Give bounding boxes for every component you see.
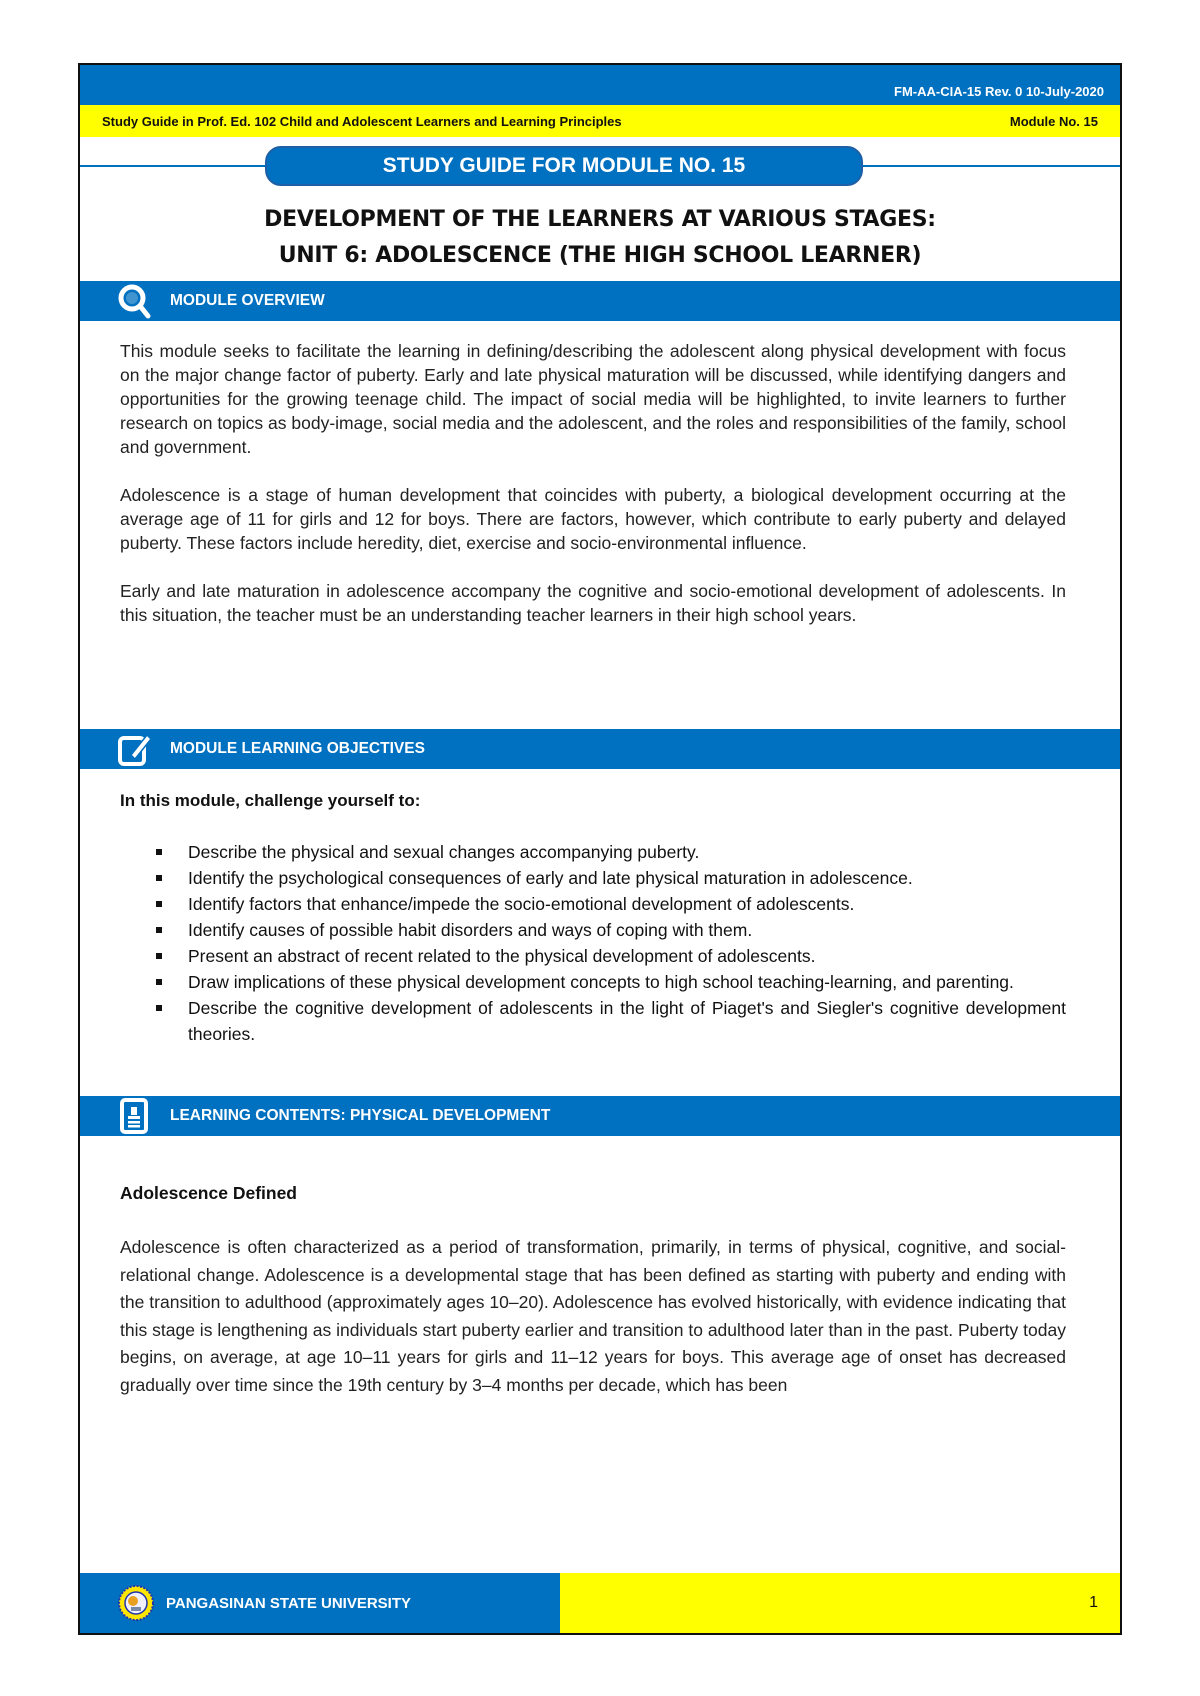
page-number: 1 [1089,1594,1098,1611]
list-item: Identify causes of possible habit disorders and ways of coping with them. [120,917,1066,943]
section-title-objectives: MODULE LEARNING OBJECTIVES [170,740,425,757]
list-item: Describe the cognitive development of adolescents in the light of Piaget's and Siegler's cognitive development theories. [120,995,1066,1047]
overview-paragraph-1: This module seeks to facilitate the learning in defining/describing the adolescent along physical development with focus on the major change factor of puberty. Early and late physical maturation will be discussed, while identifying dangers and opportunities for the growing teenage child. The impact of social media will be highlighted, to invite learners to further research on topics as body-image, social media and the adolescent, and the roles and responsibilities of the family, school and government. [120,341,1066,457]
list-item: Describe the physical and sexual changes accompanying puberty. [120,839,1066,865]
document-icon [116,1098,152,1134]
section-title-contents: LEARNING CONTENTS: PHYSICAL DEVELOPMENT [170,1107,551,1124]
page-footer [80,1573,1120,1633]
objectives-intro: In this module, challenge yourself to: [120,791,421,810]
document-page [78,63,1122,1635]
section-header-objectives [80,729,1120,769]
section-header-overview [80,281,1120,321]
list-item: Identify the psychological consequences of early and late physical maturation in adolescence. [120,865,1066,891]
contents-paragraph: Adolescence is often characterized as a period of transformation, primarily, in terms of physical, cognitive, and social-relational change. Adolescence is a developmental stage that has been defined as starting with puberty and ending with the transition to adulthood (approximately ages 10–20). Adolescence has evolved historically, with evidence indicating that this stage is lengthening as individuals start puberty earlier and transition to adulthood later than in the past. Puberty today begins, on average, at age 10–11 years for girls and 11–12 years for boys. This average age of onset has decreased gradually over time since the 19th century by 3–4 months per decade, which has been [120,1237,1066,1395]
header-blue-band [80,65,1120,105]
list-item: Present an abstract of recent related to the physical development of adolescents. [120,943,1066,969]
overview-body [120,339,1066,651]
list-item: Identify factors that enhance/impede the socio-emotional development of adolescents. [120,891,1066,917]
study-guide-banner [265,146,863,186]
study-guide-title: STUDY GUIDE FOR MODULE NO. 15 [382,154,746,177]
section-header-contents [80,1096,1120,1136]
overview-paragraph-2: Adolescence is a stage of human development that coincides with puberty, a biological development occurring at the average age of 11 for girls and 12 for boys. There are factors, however, which contribute to early puberty and delayed puberty. These factors include heredity, diet, exercise and socio-environmental influence. [120,485,1066,553]
contents-body [120,1234,1066,1423]
header-yellow-band [80,105,1120,137]
page-title-line-2: UNIT 6: ADOLESCENCE (THE HIGH SCHOOL LEARNER) [278,243,922,268]
overview-paragraph-3: Early and late maturation in adolescence accompany the cognitive and socio-emotional development of adolescents. In this situation, the teacher must be an understanding teacher learners in their high school years. [120,581,1066,625]
module-number: Module No. 15 [1009,113,1098,129]
page-title [80,202,1120,274]
footer-blue-band [80,1573,560,1633]
magnifier-icon [116,283,152,319]
university-seal-icon [118,1585,154,1621]
pencil-edit-icon [116,731,152,767]
footer-yellow-band [560,1573,1120,1633]
section-title-overview: MODULE OVERVIEW [170,292,325,309]
form-code: FM-AA-CIA-15 Rev. 0 10-July-2020 [894,84,1104,99]
objectives-list [120,839,1066,1047]
list-item: Draw implications of these physical development concepts to high school teaching-learning, and parenting. [120,969,1066,995]
subheading-adolescence-defined: Adolescence Defined [120,1183,297,1203]
university-name: PANGASINAN STATE UNIVERSITY [166,1594,412,1612]
page-title-line-1: DEVELOPMENT OF THE LEARNERS AT VARIOUS STAGES: [264,207,936,232]
course-line: Study Guide in Prof. Ed. 102 Child and Adolescent Learners and Learning Principles [102,113,622,129]
